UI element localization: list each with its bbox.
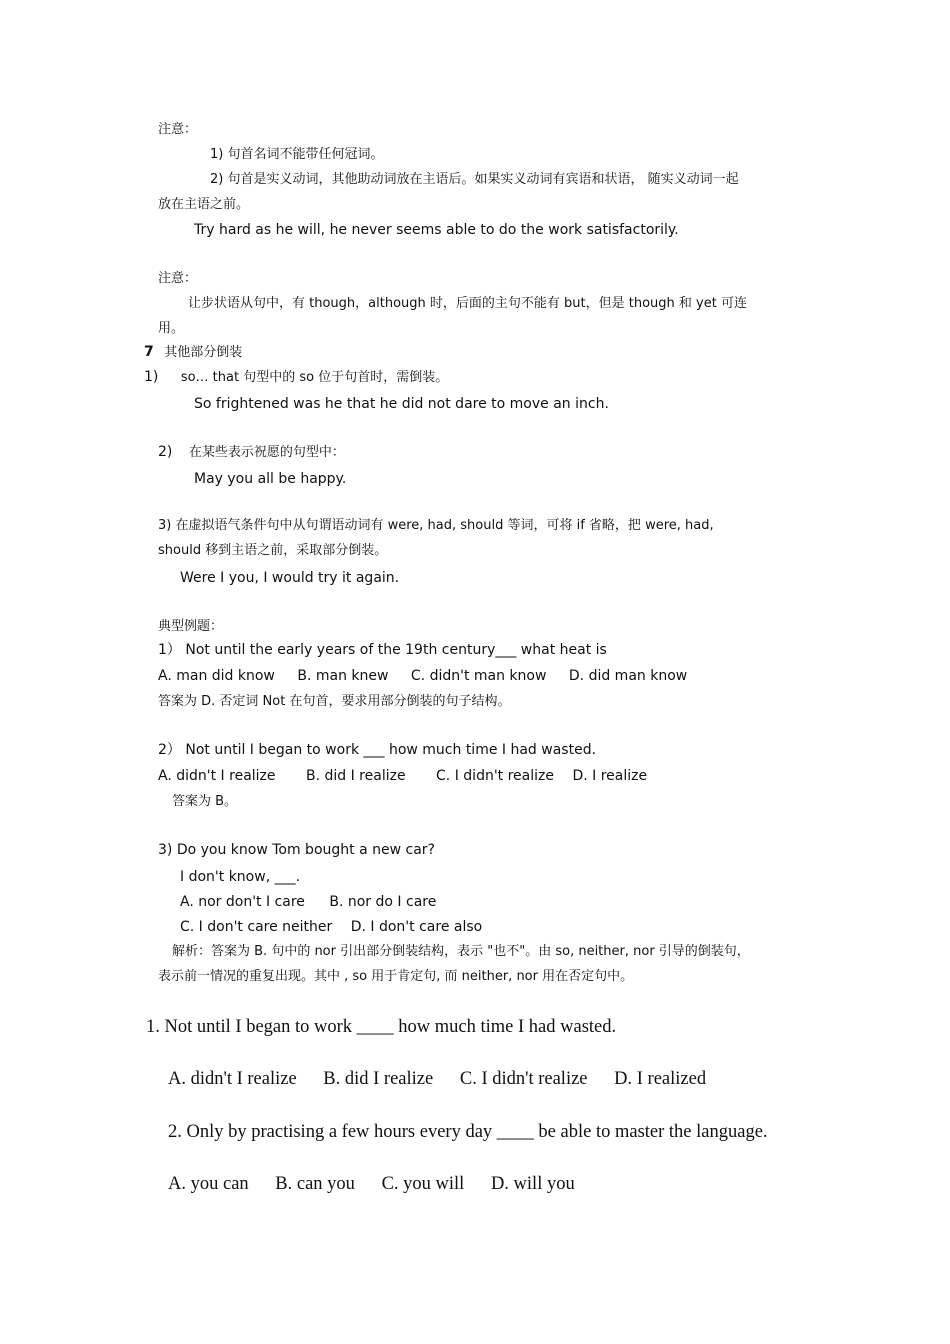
rule-2-text: 在某些表示祝愿的句型中： (188, 445, 345, 460)
note-2-line-1: 让步状语从句中，有 though，although 时，后面的主句不能有 but，但是 though 和 yet 可连 (188, 296, 747, 311)
example-3-options-row-1 (180, 893, 436, 911)
note-example-sentence: Try hard as he will, he never seems able to do the work satisfactorily. (194, 222, 679, 238)
example-2-options (158, 767, 647, 785)
exercise-2-options (168, 1172, 575, 1196)
exercise-1-option-c: C. I didn't realize (459, 1069, 588, 1089)
rule-3-line-2: should 移到主语之前，采取部分倒装。 (158, 543, 388, 558)
example-2-stem: 2） Not until I began to work ___ how much time I had wasted. (158, 742, 597, 758)
section-7-heading (144, 343, 242, 362)
exercise-2-option-c: C. you will (381, 1174, 465, 1194)
example-3-options-row-2 (180, 918, 482, 936)
example-3-option-a: A. nor don't I care (180, 894, 305, 910)
note-item-2-line-1: 2) 句首是实义动词，其他助动词放在主语后。如果实义动词有宾语和状语， 随实义动词一起 (210, 172, 739, 187)
rule-2-number: 2) (158, 444, 173, 460)
section-number: 7 (144, 344, 154, 360)
rule-3-line-1: 3) 在虚拟语气条件句中从句谓语动词有 were, had, should 等词，可将 if 省略，把 were, had, (158, 518, 714, 533)
section-title: 其他部分倒装 (164, 345, 243, 360)
note-item-1: 1) 句首名词不能带任何冠词。 (210, 147, 384, 162)
example-3-option-c: C. I don't care neither (180, 919, 333, 935)
exercise-1-option-d: D. I realized (614, 1069, 707, 1089)
example-3-stem: 3) Do you know Tom bought a new car? (158, 842, 435, 858)
exercise-2-option-a: A. you can (168, 1174, 249, 1194)
rule-1 (144, 368, 448, 387)
exercise-1-option-a: A. didn't I realize (168, 1069, 297, 1089)
example-3-analysis-line-1: 解析：答案为 B. 句中的 nor 引出部分倒装结构，表示 "也不"。由 so, neither, nor 引导的倒装句， (172, 944, 750, 959)
example-1-option-b: B. man knew (297, 668, 389, 684)
note-2-line-2: 用。 (158, 321, 185, 336)
exercise-1-option-b: B. did I realize (323, 1069, 434, 1089)
example-3-option-b: B. nor do I care (329, 894, 437, 910)
note-item-2-line-2: 放在主语之前。 (158, 197, 250, 212)
exercise-1-stem: 1. Not until I began to work ____ how much time I had wasted. (146, 1017, 617, 1037)
example-1-option-d: D. did man know (568, 668, 688, 684)
example-2-answer: 答案为 B。 (172, 794, 238, 809)
example-3-option-d: D. I don't care also (350, 919, 483, 935)
example-1-options (158, 667, 687, 685)
example-2-option-a: A. didn't I realize (158, 768, 276, 784)
example-1-answer: 答案为 D. 否定词 Not 在句首，要求用部分倒装的句子结构。 (158, 694, 511, 709)
example-1-stem: 1） Not until the early years of the 19th century___ what heat is (158, 642, 607, 658)
exercise-1-options (168, 1067, 706, 1091)
example-1-option-c: C. didn't man know (410, 668, 547, 684)
example-2-option-b: B. did I realize (305, 768, 406, 784)
rule-2-example: May you all be happy. (194, 471, 347, 487)
note-heading-1: 注意： (158, 122, 198, 137)
exercise-2-stem: 2. Only by practising a few hours every day ____ be able to master the language. (168, 1122, 768, 1142)
example-3-line-2: I don't know, ___. (180, 869, 301, 885)
exercise-2-option-b: B. can you (275, 1174, 355, 1194)
rule-1-number: 1) (144, 369, 159, 385)
rule-1-example: So frightened was he that he did not dare to move an inch. (194, 396, 609, 412)
rule-3-example: Were I you, I would try it again. (180, 570, 400, 586)
example-3-analysis-line-2: 表示前一情况的重复出现。其中 , so 用于肯定句, 而 neither, nor 用在否定句中。 (158, 969, 634, 984)
examples-heading: 典型例题： (158, 619, 224, 634)
example-2-option-c: C. I didn't realize (436, 768, 554, 784)
rule-2 (158, 443, 345, 462)
note-heading-2: 注意： (158, 271, 198, 286)
example-2-option-d: D. I realize (572, 768, 648, 784)
example-1-option-a: A. man did know (158, 668, 275, 684)
rule-1-text: so… that 句型中的 so 位于句首时，需倒装。 (180, 370, 449, 385)
exercise-2-option-d: D. will you (490, 1174, 575, 1194)
